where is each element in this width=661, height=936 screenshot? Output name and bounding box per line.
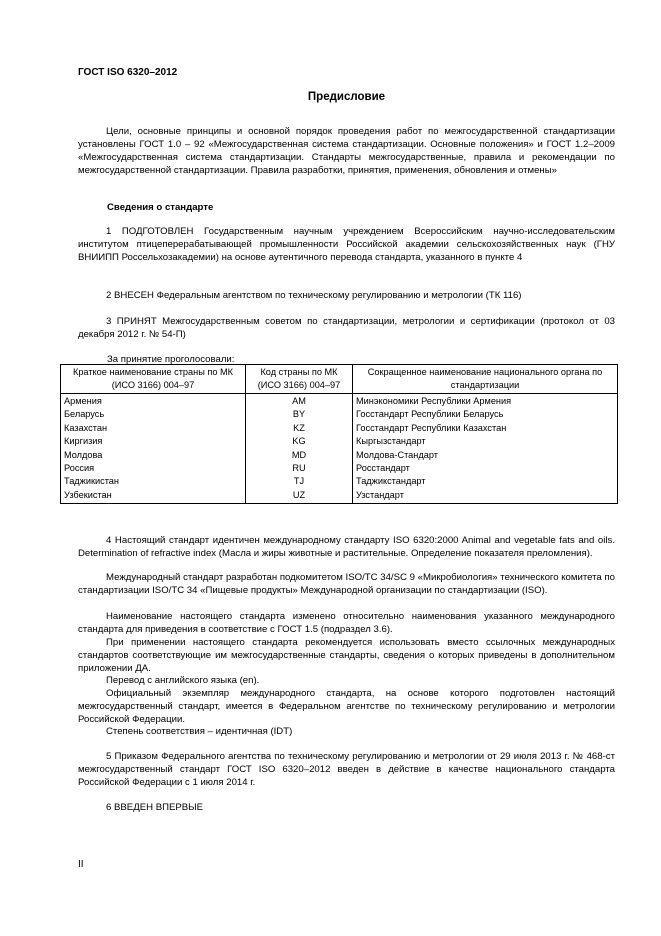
cell-code: MD	[246, 449, 353, 462]
cell-body: Молдова-Стандарт	[353, 449, 618, 462]
cell-body: Таджикстандарт	[353, 475, 618, 488]
table-row	[61, 449, 618, 462]
cell-body: Минэкономики Республики Армения	[353, 394, 618, 409]
voting-table	[60, 364, 618, 504]
cell-country: Таджикистан	[61, 475, 246, 488]
intro-paragraph: Цели, основные принципы и основной порядок проведения работ по межгосударственной стандартизации установлены ГОСТ 1.0 – 92 «Межгосударственная система стандартизации. Основные положения» и ГОСТ 1.2–2009 «Межгосударственная система стандартизации. Стандарты межгосударственные, правила и рекомендации по межгосударственной стандартизации. Правила разработки, принятия, применения, обновления и отмены»	[78, 126, 615, 176]
table-row	[61, 422, 618, 435]
cell-country: Узбекистан	[61, 489, 246, 504]
section-heading: Сведения о стандарте	[107, 202, 214, 213]
table-row	[61, 462, 618, 475]
header-code: Код страны по МК (ИСО 3166) 004–97	[246, 365, 353, 394]
item-4-paragraph: 4 Настоящий стандарт идентичен международному стандарту ISO 6320:2000 Animal and vegetable fats and oils. Determination of refractive index (Масла и жиры животные и растительные. Определение показателя преломления).	[78, 535, 615, 559]
cell-code: TJ	[246, 475, 353, 488]
page-number: II	[78, 859, 84, 870]
cell-country: Беларусь	[61, 408, 246, 421]
cell-body: Госстандарт Республики Казахстан	[353, 422, 618, 435]
item-6-paragraph: 6 ВВЕДЕН ВПЕРВЫЕ	[106, 802, 204, 813]
table-row	[61, 475, 618, 488]
item-4-references-paragraph: При применении настоящего стандарта рекомендуется использовать вместо ссылочных международных стандартов соответствующие им межгосударственные стандарты, сведения о которых приведены в дополнительном приложении ДА.	[78, 637, 615, 674]
cell-code: KG	[246, 435, 353, 448]
item-4-translation-paragraph: Перевод с английского языка (en).	[106, 675, 260, 686]
cell-country: Казахстан	[61, 422, 246, 435]
item-5-paragraph: 5 Приказом Федерального агентства по техническому регулированию и метрологии от 29 июля 2013 г. № 468-ст межгосударственный стандарт ГОСТ ISO 6320–2012 введен в действие в качестве национального стандарта Российской Федерации с 1 июля 2014 г.	[78, 751, 615, 788]
document-code: ГОСТ ISO 6320–2012	[78, 67, 178, 78]
header-body: Сокращенное наименование национального органа по стандартизации	[353, 365, 618, 394]
cell-code: RU	[246, 462, 353, 475]
cell-body: Госстандарт Республики Беларусь	[353, 408, 618, 421]
cell-code: BY	[246, 408, 353, 421]
cell-body: Кыргызстандарт	[353, 435, 618, 448]
item-4-title-change-paragraph: Наименование настоящего стандарта изменено относительно наименования указанного международного стандарта для приведения в соответствие с ГОСТ 1.5 (подраздел 3.6).	[78, 611, 615, 635]
item-4-conformity-paragraph: Степень соответствия – идентичная (IDT)	[106, 726, 293, 737]
page-title: Предисловие	[307, 91, 386, 103]
table-header-row	[61, 365, 618, 394]
table-row	[61, 435, 618, 448]
item-4-subcommittee-paragraph: Международный стандарт разработан подкомитетом ISO/TC 34/SC 9 «Микробиология» технического комитета по стандартизации ISO/TC 34 «Пищевые продукты» Международной организации по стандартизации (ISO).	[78, 572, 615, 596]
cell-code: AM	[246, 394, 353, 409]
cell-body: Росстандарт	[353, 462, 618, 475]
table-row	[61, 489, 618, 504]
header-country: Краткое наименование страны по МК (ИСО 3166) 004–97	[61, 365, 246, 394]
table-row	[61, 408, 618, 421]
item-3-paragraph: 3 ПРИНЯТ Межгосударственным советом по стандартизации, метрологии и сертификации (протокол от 03 декабря 2012 г. № 54-П)	[78, 316, 615, 340]
item-1-paragraph: 1 ПОДГОТОВЛЕН Государственным научным учреждением Всероссийским научно-исследовательским институтом птицеперерабатывающей промышленности Российской академии сельскохозяйственных наук (ГНУ ВНИИПП Россельхозакадемии) на основе аутентичного перевода стандарта, указанного в пункте 4	[78, 226, 615, 263]
item-4-official-copy-paragraph: Официальный экземпляр международного стандарта, на основе которого подготовлен настоящий межгосударственный стандарт, имеется в Федеральном агентстве по техническому регулированию и метрологии Российской Федерации.	[78, 688, 615, 725]
cell-country: Армения	[61, 394, 246, 409]
cell-country: Молдова	[61, 449, 246, 462]
cell-country: Россия	[61, 462, 246, 475]
cell-body: Узстандарт	[353, 489, 618, 504]
votes-label: За принятие проголосовали:	[107, 354, 235, 365]
table-row	[61, 394, 618, 409]
cell-country: Киргизия	[61, 435, 246, 448]
cell-code: UZ	[246, 489, 353, 504]
cell-code: KZ	[246, 422, 353, 435]
item-2-paragraph: 2 ВНЕСЕН Федеральным агентством по техническому регулированию и метрологии (ТК 116)	[106, 290, 522, 301]
